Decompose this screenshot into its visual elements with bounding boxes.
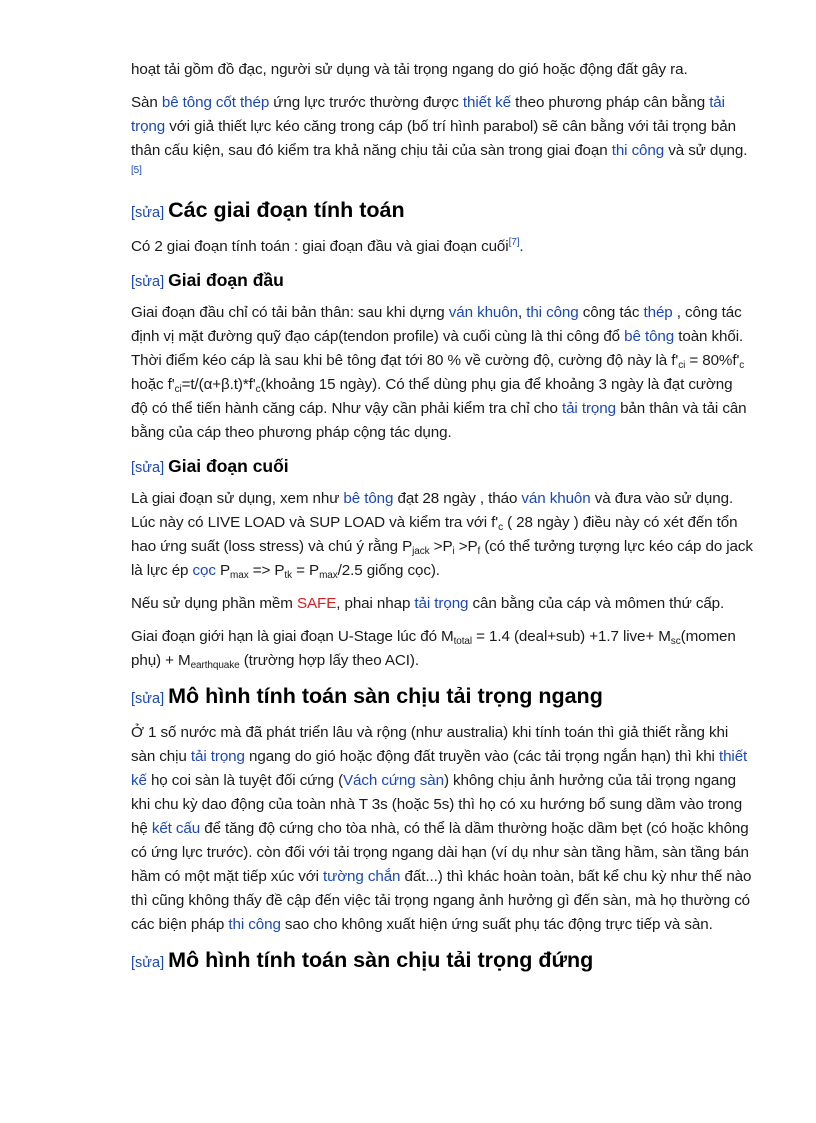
edit-link[interactable]: [sửa] xyxy=(131,955,165,971)
link-tai-trong[interactable]: tải trọng xyxy=(414,595,469,612)
edit-link[interactable]: [sửa] xyxy=(131,205,165,221)
link-thi-cong[interactable]: thi công xyxy=(611,142,665,159)
subsection-heading-cuoi xyxy=(131,454,753,480)
link-be-tong[interactable]: bê tông xyxy=(343,490,394,507)
reference-7[interactable]: [7] xyxy=(508,237,520,248)
section-heading-tai-trong-ngang xyxy=(131,682,753,713)
link-van-khuon[interactable]: ván khuôn xyxy=(521,490,591,507)
link-coc[interactable]: cọc xyxy=(192,562,216,579)
link-be-tong[interactable]: bê tông xyxy=(624,328,675,345)
link-thi-cong[interactable]: thi công xyxy=(228,916,281,933)
paragraph-u-stage: Giai đoạn giới hạn là giai đoạn U-Stage lúc đó $M_{total} = 1.4$ (deal+sub) +1.7 live+ $M_{sc}(momen$ phụ) + $M_{earthquake}$ (trường hợp lấy theo ACI). xyxy=(131,628,736,671)
edit-link[interactable]: [sửa] xyxy=(131,691,165,707)
link-thiet-ke[interactable]: thiết kế xyxy=(131,748,748,789)
section-heading-tai-trong-dung xyxy=(131,946,753,977)
link-tai-trong[interactable]: tải trọng xyxy=(131,94,725,135)
link-vach-cung-san[interactable]: Vách cứng sàn xyxy=(343,772,444,789)
heading-title: Các giai đoạn tính toán xyxy=(168,198,405,222)
link-tai-trong[interactable]: tải trọng xyxy=(190,748,245,765)
edit-link[interactable]: [sửa] xyxy=(131,274,165,290)
link-safe[interactable]: SAFE xyxy=(296,595,337,612)
paragraph-hoat-tai: hoạt tải gồm đồ đạc, người sử dụng và tải trọng ngang do gió hoặc động đất gây ra. xyxy=(131,61,688,78)
heading-title: Giai đoạn đầu xyxy=(168,270,284,290)
link-thiet-ke[interactable]: thiết kế xyxy=(462,94,512,111)
paragraph-giai-doan-dau: Giai đoạn đầu chỉ có tải bản thân: sau khi dựng ván khuôn, thi công công tác thép , công tác định vị mặt đường quỹ đạo cáp(tendon profile) và cuối cùng là thi công đổ bê tông toàn khối. Thời điểm kéo cáp là sau khi bê tông đạt tới 80 % về cường độ, cường độ này là $f'_{ci} = 80\%f'_c$ hoặc $f'_{ci}=t/(\alpha+\beta.t)*f'_c(khoảng$ 15 ngày). Có thể dùng phụ gia để khoảng 3 ngày là đạt cường độ có thể tiến hành căng cáp. Như vậy cần phải kiểm tra chỉ cho tải trọng bản thân và tải cân bằng của cáp theo phương pháp cộng tác dụng. xyxy=(131,304,747,441)
paragraph-san-btct: Sàn bê tông cốt thép ứng lực trước thường được thiết kế theo phương pháp cân bằng tải trọng với giả thiết lực kéo căng trong cáp (bố trí hình parabol) sẽ cân bằng với tải trọng bản thân cấu kiện, sau đó kiểm tra khả năng chịu tải của sàn trong giai đoạn thi công và sử dụng. [5] xyxy=(131,94,748,176)
link-ket-cau[interactable]: kết cấu xyxy=(151,820,201,837)
paragraph-tai-trong-ngang: Ở 1 số nước mà đã phát triển lâu và rộng (như australia) khi tính toán thì giả thiết rằng khi sàn chịu tải trọng ngang do gió hoặc động đất truyền vào (các tải trọng ngắn hạn) thì khi thiết kế họ coi sàn là tuyệt đối cứng (Vách cứng sàn) không chịu ảnh hưởng của tải trọng ngang khi chu kỳ dao động của toàn nhà T 3s (hoặc 5s) thì họ có xu hướng bổ sung dầm vào trong hệ kết cấu để tăng độ cứng cho tòa nhà, có thể là dầm thường hoặc dầm bẹt (có hoặc không có ứng lực trước). còn đối với tải trọng ngang dài hạn (ví dụ như sàn tầng hầm, sàn tầng bán hầm có một mặt tiếp xúc với tường chắn đất...) thì khác hoàn toàn, bất kể chu kỳ như thế nào thì cũng không thấy đề cập đến việc tải trọng ngang ảnh hưởng gì đến sàn, mà họ thường có các biện pháp thi công sao cho không xuất hiện ứng suất phụ tác động trực tiếp và sàn. xyxy=(131,724,752,933)
heading-title: Mô hình tính toán sàn chịu tải trọng đứng xyxy=(168,948,594,972)
link-tuong-chan[interactable]: tường chắn xyxy=(323,868,401,885)
link-thi-cong[interactable]: thi công xyxy=(526,304,579,321)
paragraph-safe: Nếu sử dụng phần mềm SAFE, phai nhap tải trọng cân bằng của cáp và mômen thứ cấp. xyxy=(131,595,725,612)
edit-link[interactable]: [sửa] xyxy=(131,460,165,476)
link-be-tong-cot-thep[interactable]: bê tông cốt thép xyxy=(161,94,270,111)
subsection-heading-dau xyxy=(131,268,753,294)
link-tai-trong[interactable]: tải trọng xyxy=(561,400,616,417)
paragraph-giai-doan-cuoi: Là giai đoạn sử dụng, xem như bê tông đạt 28 ngày , tháo ván khuôn và đưa vào sử dụng. Lúc này có LIVE LOAD và SUP LOAD và kiểm tra với $f'_c$ ( 28 ngày ) điều này có xét đến tổn hao ứng suất (loss stress) và chú ý rằng $P_{jack} >P_i >P_f$ (có thể tưởng tượng lực kéo cáp do jack là lực ép cọc $P_{max} => P_{tk} = P_{max}/2.5$ giống cọc). xyxy=(131,490,753,581)
section-heading-giai-doan xyxy=(131,196,753,227)
heading-title: Mô hình tính toán sàn chịu tải trọng ngang xyxy=(168,684,603,708)
link-thep[interactable]: thép xyxy=(643,304,673,321)
paragraph-co-2-giai-doan: Có 2 giai đoạn tính toán : giai đoạn đầu và giai đoạn cuối[7]. xyxy=(131,237,524,255)
link-van-khuon[interactable]: ván khuôn xyxy=(448,304,518,321)
heading-title: Giai đoạn cuối xyxy=(168,456,289,476)
reference-5[interactable]: [5] xyxy=(131,165,142,176)
article-body xyxy=(131,58,753,985)
